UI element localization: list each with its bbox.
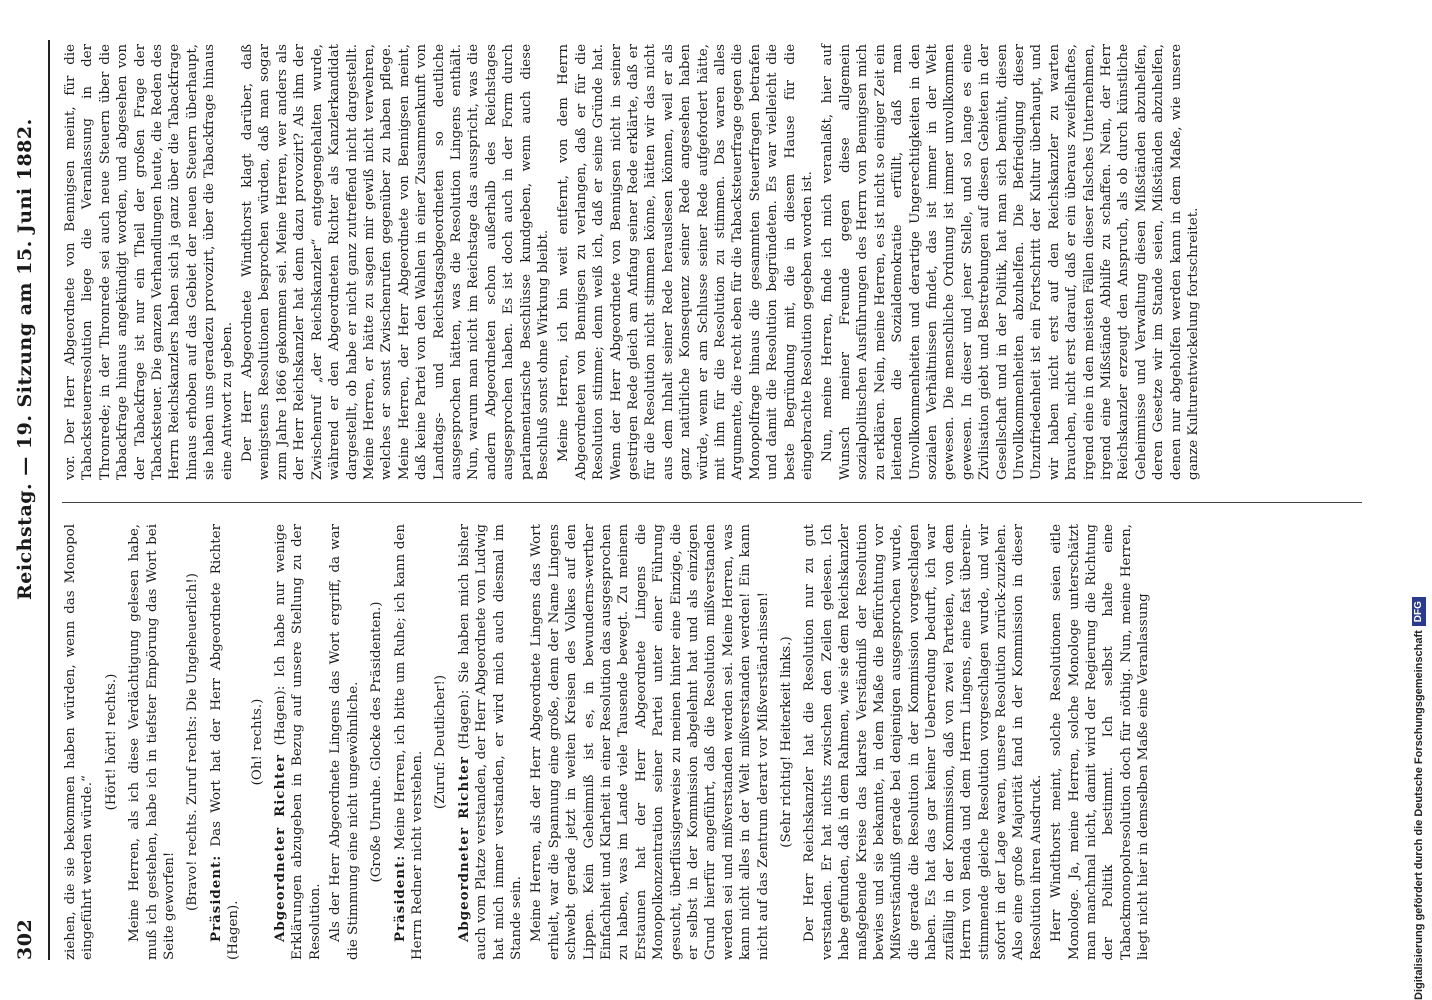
- paragraph: Der Herr Abgeordnete Windthorst klagt darüber, daß wenigstens Resolutionen besprochen würden, daß man sogar zum Jahre 1866 gekommen sei. Meine Herren, wer anders als der Herr Reichskanzler hat denn dazu provozirt? Als ihm der Zwischenruf „der Reichskanzler“ entgegengehalten wurde, während er den Abgeordneten Richter als Kanzlerkandidat dargestellt, ob habe er nicht ganz zutreffend nicht dargestellt. Meine Herren, er hätte zu sagen mir gewiß nicht verwehren, welches er sonst Zwischenrufen gegenüber zu haben pflege. Meine Herren, der Herr Abgeordnete von Bennigsen meint, daß keine Partei von den Wahlen in einer Zusammenkunft von Landtags- und Reichstagsabgeordneten so deutliche ausgesprochen hätten, was die Resolution Lingens enthält. Nun, warum man nicht im Reichstage das ausspricht, was die andern Abgeordneten schon außerhalb des Reichstages ausgesprochen haben. Es ist doch auch in der Form durch parlamentarische Beschlüsse kundgeben, wenn auch diese Beschluß sonst ohne Wirkung bleibt.: [240, 44, 551, 480]
- column-divider: [62, 502, 1362, 503]
- paragraph: Als der Herr Abgeordnete Lingens das Wort ergriff, da war die Stimmung eine nicht ungewöhnliche.: [328, 524, 361, 960]
- speech-paragraph: [208, 524, 243, 960]
- paragraph: Nun, meine Herren, finde ich mich veranlaßt, hier auf Wunsch meiner Freunde gegen diese allgemein sozialpolitischen Ausführungen des Herrn von Bennigsen mich zu erklären. Nein, meine Herren, es ist nicht so einiger Zeit ein leitenden die Sozialdemokratie erfüllt, daß man Unvollkommenheiten und derartige Ungerechtigkeiten in den sozialen Verhältnissen findet, das ist immer in der Welt gewesen. Die menschliche Ordnung ist immer unvollkommen gewesen. In dieser und jener Stelle, und so lange es eine Zivilisation giebt und Bestrebungen auf diesen Gebieten in der Gesellschaft und in der Politik, hat man sich bemüht, diesen Unvollkommenheiten abzuhelfen. Die Befriedigung dieser Unzufriedenheit ist ein Fortschritt der Kultur überhaupt, und wir haben nicht erst auf den Reichskanzler zu warten brauchen, nicht erst darauf, daß er ein überaus zweifelhaftes, irgend eine in den meisten Fällen dieser falsches Unternehmen, irgend eine Mißstände Abhilfe zu schaffen. Nein, der Herr Reichskanzler erzeugt den Anspruch, als ob durch künstliche Geheimnisse und Verwaltung diesen Mißständen abzuhelfen, deren Gesetze wir im Stande seien, Mißständen abzuhelfen, denen nur abgeholfen werden kann in dem Maße, wie unsere ganze Kulturentwickelung fortschreitet.: [820, 44, 1201, 480]
- paragraph: ziehen, die sie bekommen haben würden, wenn das Monopol eingeführt werden würde.“: [63, 524, 96, 960]
- speaker-name: Präsident:: [391, 854, 408, 942]
- paragraph: Meine Herren, als der Herr Abgeordnete Lingens das Wort erhielt, war die Spannung eine große, denn der Name Lingens schwebt gerade jetzt in weiten Kreisen des Volkes auf den Lippen. Kein Geheimniß ist es, in bewunderns-werther Einfachheit und Klarheit in einer Resolution das ausgesprochen zu haben, was im Lande viele Tausende bewegt. Zu meinem Erstaunen hat der Herr Abgeordnete Lingens die Monopolkonzentration seiner Partei unter einer Führung gesucht, überflüssigerweise zu meinen hinter eine Einzige, die er selbst in der Kommission abgelehnt hat und als einzigen Grund hierfür angeführt, daß die Resolution mißverstanden werden sei und mißverstanden werden sei. Meine Herren, was kann nicht alles in der Welt mißverstanden werden! Ein kann nicht auf das Zentrum derart vor Mißverständ-nissen!: [529, 524, 771, 960]
- speech-text: (Hagen): Sie haben mich bisher auch vom Platze verstanden, der Herr Abgeordnete von Ludwig hat mich immer verstanden, er wird mich auch diesmal im Stande sein.: [456, 524, 524, 960]
- speech-paragraph: [456, 524, 526, 960]
- paragraph: Herr Windthorst meint, solche Resolutionen seien eitle Monologe. Ja, meine Herren, solche Monologe unterschätzt man manchmal nicht, damit wird der Regierung die Richtung der Politik bestimmt. Ich selbst halte eine Tabackmonopolresolution doch für nöthig. Nun, meine Herren, liegt nicht hier in demselben Maße eine Veranlassung: [1049, 524, 1152, 960]
- page-number: 302: [14, 918, 36, 960]
- speaker-name: Abgeordneter Richter: [455, 756, 472, 942]
- digitization-credit: [1408, 180, 1430, 1000]
- header-rule: [48, 40, 50, 960]
- stage-direction: (Große Unruhe. Glocke des Präsidenten.): [369, 601, 385, 883]
- page-title: Reichstag. — 19. Sitzung am 15. Juni 1882.: [14, 118, 36, 600]
- speech-paragraph: [392, 524, 427, 960]
- dfg-logo: DFG: [1412, 597, 1426, 626]
- paragraph: vor. Der Herr Abgeordnete von Bennigsen meint, für die Tabacksteuerresolution liege die Veranlassung in der Thronrede; in der Thronrede sei auch neue Steuern über die Tabackfrage hinaus angekündigt worden, und abgesehen von der Tabackfrage ist nur ein Theil der großen Frage der Tabacksteuer. Die ganzen Verhandlungen heute, die Reden des Herrn Reichskanzlers haben sich ja ganz über die Tabackfrage hinaus erhoben auf das Gebiet der neuen Steuern überhaupt, sie haben uns geradezu provozirt, über die Tabackfrage hinaus eine Antwort zu geben.: [63, 44, 235, 480]
- stage-direction: (Hört! hört! rechts.): [103, 673, 119, 811]
- speech-text: (Hagen): Ich habe nur wenige Erklärungen abzugeben in Bezug auf unsere Stellung zu der Resolution.: [273, 524, 323, 960]
- paragraph: Meine Herren, als ich diese Verdächtigung gelesen habe, muß ich gestehen, habe ich in tiefster Empörung das Wort bei Seite geworfen!: [127, 524, 178, 960]
- page-header: [8, 40, 44, 960]
- speaker-name: Abgeordneter Richter: [272, 754, 289, 942]
- stage-direction: (Zuruf: Deutlicher!): [433, 674, 449, 810]
- left-column: [62, 524, 1156, 960]
- speech-paragraph: [272, 524, 324, 960]
- credit-text: Digitalisierung gefördert durch die Deutsche Forschungsgemeinschaft: [1413, 630, 1425, 1000]
- paragraph: Der Herr Reichskanzler hat die Resolution nur zu gut verstanden. Er hat nichts zwischen den Zeilen gelesen. Ich habe gefunden, daß in dem Rahmen, wie sie dem Reichskanzler maßgebende Kreise das klarste Verständniß der Resolution bewies und sie bekannte, in dem Maße die Befürchtung vor Mißverständniß gerade bei denjenigen ausgesprochen wurde, die gerade die Resolution in der Kommission vorgeschlagen haben. Es hat das gar keiner Ueberredung bedurft, ich war zufällig in der Kommission, daß von zwei Parteien, von dem Herrn von Benda und dem Herrn Lingens, eine fast überein-stimmende gleiche Resolution vorgeschlagen wurde, und wir sofort in der Lage waren, unsere Resolution zurück-zuziehen. Also eine große Majorität fand in der Kommission in dieser Resolution ihren Ausdruck.: [802, 524, 1044, 960]
- speech-text: Das Wort hat der Herr Abgeordnete Richter (Hagen).: [208, 524, 242, 960]
- stage-direction: (Bravo! rechts. Zuruf rechts: Die Ungeheuerlich!): [185, 573, 201, 911]
- speech-text: Meine Herren, ich bitte um Ruhe; ich kann den Herrn Redner nicht verstehen.: [392, 524, 425, 960]
- right-column: [62, 44, 1205, 480]
- paragraph: Meine Herren, ich bin weit entfernt, von dem Herrn Abgeordneten von Bennigsen zu verlangen, daß er für die Resolution stimme; denn weiß ich, daß er seine Gründe hat. Wenn der Herr Abgeordnete von Bennigsen nicht in seiner gestrigen Rede gleich am Anfang seiner Rede erklärte, daß er für die Resolution nicht stimmen könne, hätten wir das nicht aus dem Inhalt seiner Rede herauslesen können, weil er als ganz natürliche Konsequenz seiner Rede angesehen haben würde, wenn er am Schlusse seiner Rede aufgefordert hätte, mit ihm für die Resolution zu stimmen. Das waren alles Argumente, die recht eben für die Tabacksteuerfrage gegen die Monopolfrage hinaus die gesammten Steuerfragen betrafen und damit die Resolution begründeten. Es war vielleicht die beste Begründung mit, die in diesem Hause für die eingebrachte Resolution gegeben worden ist.: [556, 44, 816, 480]
- stage-direction: (Sehr richtig! Heiterkeit links.): [779, 636, 795, 848]
- speaker-name: Präsident:: [207, 854, 224, 942]
- stage-direction: (Oh! rechts.): [249, 698, 265, 786]
